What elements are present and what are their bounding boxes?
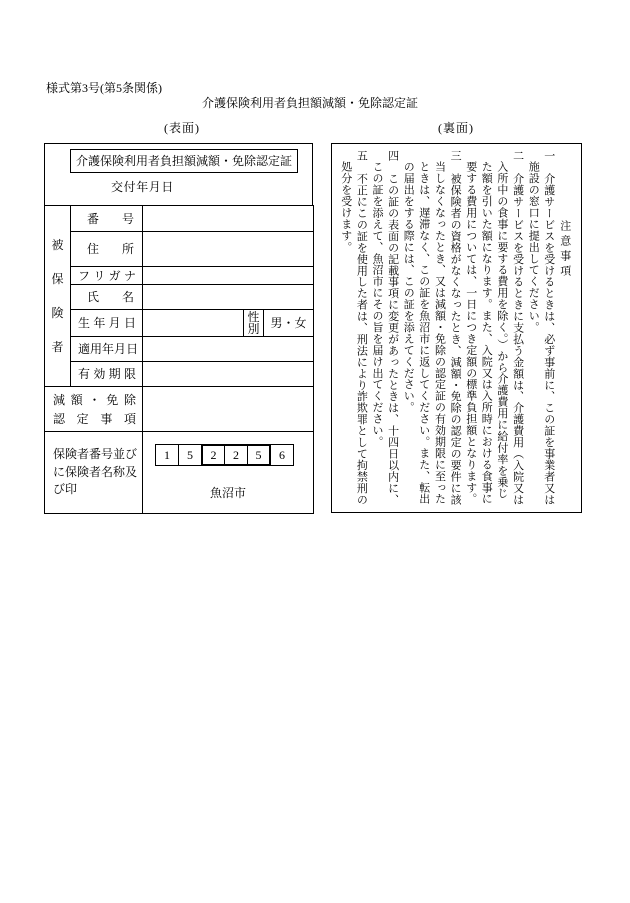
reduction-label-line bbox=[53, 390, 136, 409]
sex-label-cell bbox=[244, 310, 264, 337]
insurer-number-digit: 5 bbox=[178, 444, 202, 466]
address-value-field bbox=[143, 232, 314, 267]
label-char: 有 bbox=[78, 367, 91, 381]
label-char: 番 bbox=[87, 211, 100, 226]
back-card-notes bbox=[331, 143, 582, 513]
row-birth-date bbox=[45, 310, 314, 337]
effective-date-label bbox=[71, 343, 142, 355]
insured-info-table bbox=[44, 205, 314, 514]
card-title: 介護保険利用者負担額減額・免除認定証 bbox=[70, 149, 298, 173]
furigana-label bbox=[71, 270, 142, 282]
expiry-label-cell bbox=[71, 362, 143, 387]
number-label-cell bbox=[71, 206, 143, 232]
label-char: 別 bbox=[247, 322, 260, 336]
label-char: 名 bbox=[121, 290, 134, 304]
reduction-label bbox=[45, 390, 142, 428]
label-char: 氏 bbox=[87, 290, 100, 304]
insurer-value-cell bbox=[143, 432, 314, 514]
front-side-label: (表面) bbox=[164, 121, 200, 135]
name-label bbox=[71, 291, 142, 303]
issue-date-label: 交付年月日 bbox=[111, 180, 175, 194]
back-side-label: (裏面) bbox=[438, 121, 474, 135]
number-label bbox=[71, 213, 142, 225]
insurer-number-boxes bbox=[155, 444, 294, 466]
note-line: ときは、遅滞なく、この証を魚沼市に返してください。また、転出 bbox=[417, 161, 430, 505]
insurer-label bbox=[45, 446, 142, 499]
notes-title: 注意事項 bbox=[558, 220, 571, 280]
label-char: 減 bbox=[53, 392, 66, 407]
label-char: 年 bbox=[102, 342, 115, 356]
row-name bbox=[45, 285, 314, 310]
label-char: リ bbox=[93, 268, 106, 283]
sex-label bbox=[244, 311, 263, 335]
furigana-label-cell bbox=[71, 267, 143, 285]
note-line: 施設の窓口に提出してください。 bbox=[527, 161, 540, 334]
label-char: 号 bbox=[121, 211, 134, 226]
label-char: 額 bbox=[70, 392, 83, 407]
label-char: 被 bbox=[51, 237, 64, 252]
furigana-value-field bbox=[143, 267, 314, 285]
label-char: 生 bbox=[78, 316, 91, 330]
label-char: 年 bbox=[93, 316, 106, 330]
row-reduction bbox=[45, 387, 314, 432]
insurer-number-digit: 6 bbox=[270, 444, 294, 466]
birth-date-label bbox=[71, 317, 142, 329]
note-number: 四 bbox=[386, 150, 399, 162]
row-effective-date bbox=[45, 337, 314, 362]
note-line: 不正にこの証を使用した者は、刑法により詐欺罪として拘禁刑の bbox=[355, 172, 368, 505]
sex-options-cell bbox=[264, 310, 314, 337]
label-char: 者 bbox=[51, 340, 64, 355]
birth-date-label-cell bbox=[71, 310, 143, 337]
insurer-label-line: び印 bbox=[53, 482, 78, 497]
name-label-cell bbox=[71, 285, 143, 310]
expiry-value-field bbox=[143, 362, 314, 387]
label-char: ナ bbox=[123, 268, 136, 283]
label-char: 日 bbox=[126, 342, 139, 356]
insurer-number-digit: 5 bbox=[247, 444, 271, 466]
effective-date-label-cell bbox=[71, 337, 143, 362]
row-insurer bbox=[45, 432, 314, 514]
label-char: 月 bbox=[108, 316, 121, 330]
label-char: ・ bbox=[88, 392, 101, 407]
note-line: 入所中の食事に要する費用を除く。）から介護費用に給付率を乗じ bbox=[495, 161, 508, 500]
insurer-label-line: に保険者名称及 bbox=[53, 464, 138, 479]
label-char: 認 bbox=[53, 411, 66, 426]
label-char: 効 bbox=[93, 367, 106, 381]
note-number: 二 bbox=[511, 150, 524, 162]
front-card-header bbox=[44, 143, 313, 205]
label-char: 適 bbox=[78, 342, 91, 356]
address-label bbox=[71, 243, 142, 255]
insured-label bbox=[45, 239, 70, 354]
label-char: 用 bbox=[90, 342, 103, 356]
label-char: 期 bbox=[108, 367, 121, 381]
reduction-label-line bbox=[53, 409, 136, 428]
number-value-field bbox=[143, 206, 314, 232]
insurer-name: 魚沼市 bbox=[210, 486, 247, 500]
note-number: 一 bbox=[542, 150, 555, 162]
note-line: た額を引いた額になります。また、入院又は入所時における食事に bbox=[480, 161, 493, 505]
note-line: 処分を受けます。 bbox=[339, 161, 352, 254]
row-number bbox=[45, 206, 314, 232]
note-line: 介護サービスを受けるときに支払う金額は、介護費用（入院又は bbox=[511, 172, 524, 505]
label-char: フ bbox=[78, 268, 91, 283]
note-line: この証の表面の記載事項に変更があったときは、十四日以内に、 bbox=[386, 172, 399, 505]
label-char: 住 bbox=[87, 242, 100, 256]
label-char: 定 bbox=[76, 411, 89, 426]
insurer-value bbox=[143, 432, 313, 513]
note-number: 五 bbox=[355, 150, 368, 162]
insured-label-cell bbox=[45, 206, 71, 387]
insurer-label-cell bbox=[45, 432, 143, 514]
label-char: 日 bbox=[123, 316, 136, 330]
insurer-label-line: 保険者番号並び bbox=[53, 447, 138, 462]
row-address bbox=[45, 232, 314, 267]
label-char: 限 bbox=[123, 367, 136, 381]
note-line: 要する費用については、一日につき定額の標準負担額となります。 bbox=[464, 161, 477, 505]
label-char: 月 bbox=[114, 342, 127, 356]
label-char: 免 bbox=[106, 392, 119, 407]
expiry-label bbox=[71, 368, 142, 380]
insurer-number-digit: 2 bbox=[201, 444, 225, 466]
label-char: 項 bbox=[123, 411, 136, 426]
document-title: 介護保険利用者負担額減額・免除認定証 bbox=[201, 96, 418, 110]
birth-date-value-field bbox=[143, 310, 244, 337]
address-label-cell bbox=[71, 232, 143, 267]
name-value-field bbox=[143, 285, 314, 310]
effective-date-value-field bbox=[143, 337, 314, 362]
row-furigana bbox=[45, 267, 314, 285]
label-char: 性 bbox=[247, 310, 260, 324]
label-char: ガ bbox=[108, 268, 121, 283]
note-line: の届出をする際には、この証を添えてください。 bbox=[402, 161, 415, 414]
form-number: 様式第3号(第5条関係) bbox=[46, 81, 162, 95]
sex-options: 男・女 bbox=[270, 316, 307, 330]
row-expiry bbox=[45, 362, 314, 387]
label-char: 保 bbox=[51, 271, 64, 286]
label-char: 険 bbox=[51, 306, 64, 321]
note-line: 介護サービスを受けるときは、必ず事前に、この証を事業者又は bbox=[542, 172, 555, 505]
note-number: 三 bbox=[449, 150, 462, 162]
insurer-number-digit: 1 bbox=[155, 444, 179, 466]
note-line: 当しなくなったとき、又は減額・免除の認定証の有効期限に至った bbox=[433, 161, 446, 505]
reduction-label-cell bbox=[45, 387, 143, 432]
label-char: 事 bbox=[100, 411, 113, 426]
label-char: 所 bbox=[121, 242, 134, 256]
note-line: 被保険者の資格がなくなったとき、減額・免除の認定の要件に該 bbox=[449, 172, 462, 505]
reduction-value-field bbox=[143, 387, 314, 432]
insurer-number-digit: 2 bbox=[224, 444, 248, 466]
label-char: 除 bbox=[123, 392, 136, 407]
note-line: この証を添えて、魚沼市にその旨を届け出てください。 bbox=[370, 161, 383, 448]
